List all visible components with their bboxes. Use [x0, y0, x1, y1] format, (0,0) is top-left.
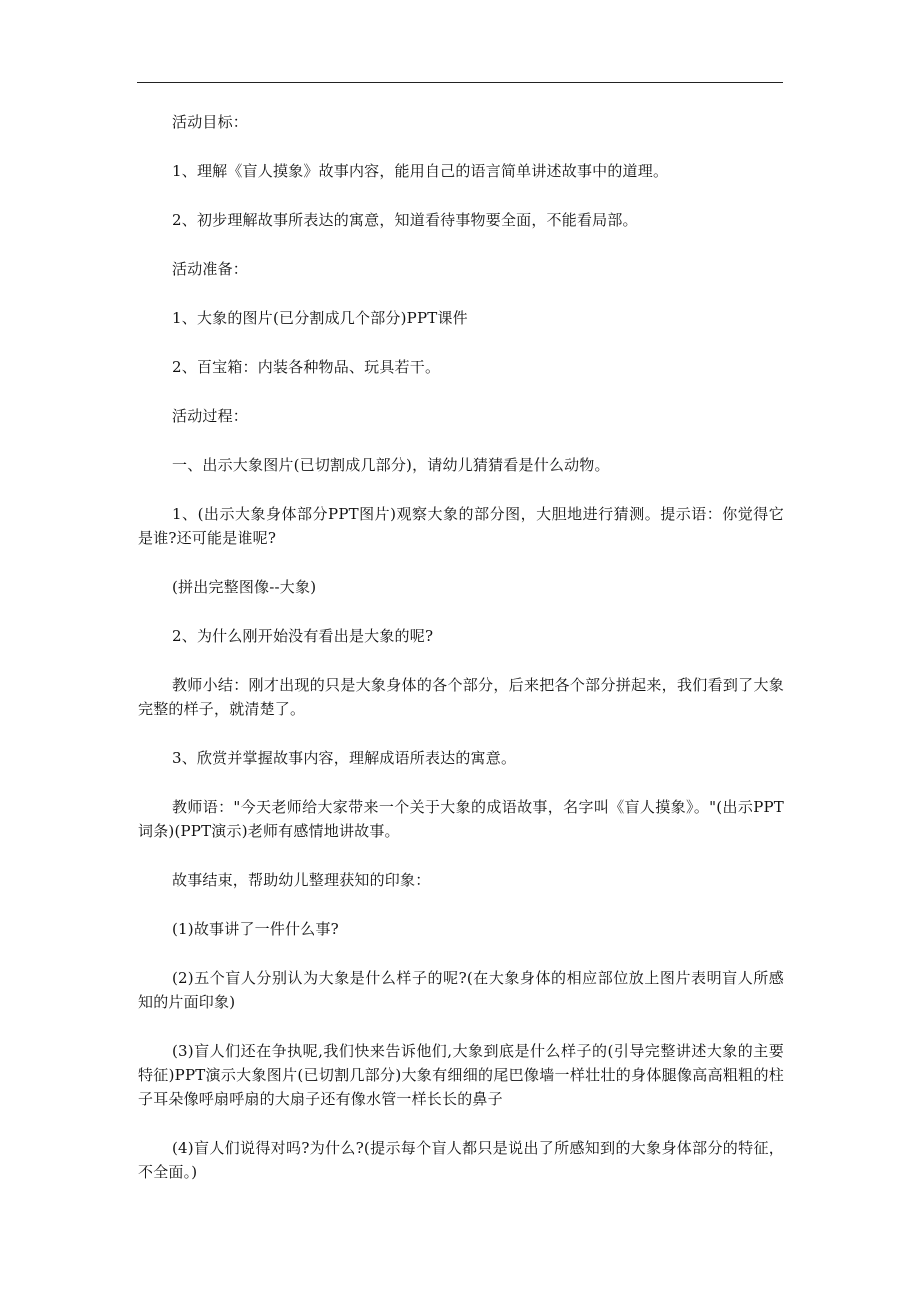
paragraph: (1)故事讲了一件什么事?	[172, 920, 339, 938]
paragraph: 2、初步理解故事所表达的寓意，知道看待事物要全面，不能看局部。	[172, 211, 638, 229]
section-heading-preparation: 活动准备：	[172, 260, 249, 278]
paragraph: 1、理解《盲人摸象》故事内容，能用自己的语言简单讲述故事中的道理。	[172, 162, 669, 180]
paragraph: 1、(出示大象身体部分PPT图片)观察大象的部分图，大胆地进行猜测。提示语：你觉得它是谁?还可能是谁呢?	[138, 505, 784, 547]
paragraph: 2、为什么刚开始没有看出是大象的呢?	[172, 627, 434, 645]
paragraph: (拼出完整图像--大象)	[172, 578, 317, 596]
paragraph: 教师语："今天老师给大家带来一个关于大象的成语故事，名字叫《盲人摸象》。"(出示PPT词条)(PPT演示)老师有感情地讲故事。	[138, 798, 784, 840]
paragraph: (3)盲人们还在争执呢,我们快来告诉他们,大象到底是什么样子的(引导完整讲述大象的主要特征)PPT演示大象图片(已切割几部分)大象有细细的尾巴像墙一样壮壮的身体腿像高高粗粗的柱子耳朵像呼扇呼扇的大扇子还有像水管一样长长的鼻子	[138, 1042, 784, 1108]
paragraph: 教师小结：刚才出现的只是大象身体的各个部分，后来把各个部分拼起来，我们看到了大象完整的样子，就清楚了。	[138, 676, 784, 718]
section-heading-goals: 活动目标：	[172, 113, 249, 131]
paragraph: (4)盲人们说得对吗?为什么?(提示每个盲人都只是说出了所感知到的大象身体部分的特征，不全面。)	[138, 1139, 784, 1181]
paragraph: 2、百宝箱：内装各种物品、玩具若干。	[172, 358, 441, 376]
paragraph: 一、出示大象图片(已切割成几部分)，请幼儿猜猜看是什么动物。	[172, 456, 610, 474]
paragraph: 故事结束，帮助幼儿整理获知的印象：	[172, 871, 431, 889]
paragraph: 3、欣赏并掌握故事内容，理解成语所表达的寓意。	[172, 749, 517, 767]
section-heading-process: 活动过程：	[172, 407, 249, 425]
document-body	[138, 110, 784, 1184]
paragraph: (2)五个盲人分别认为大象是什么样子的呢?(在大象身体的相应部位放上图片表明盲人所感知的片面印象)	[138, 969, 784, 1011]
header-rule	[137, 82, 783, 83]
paragraph: 1、大象的图片(已分割成几个部分)PPT课件	[172, 309, 468, 327]
